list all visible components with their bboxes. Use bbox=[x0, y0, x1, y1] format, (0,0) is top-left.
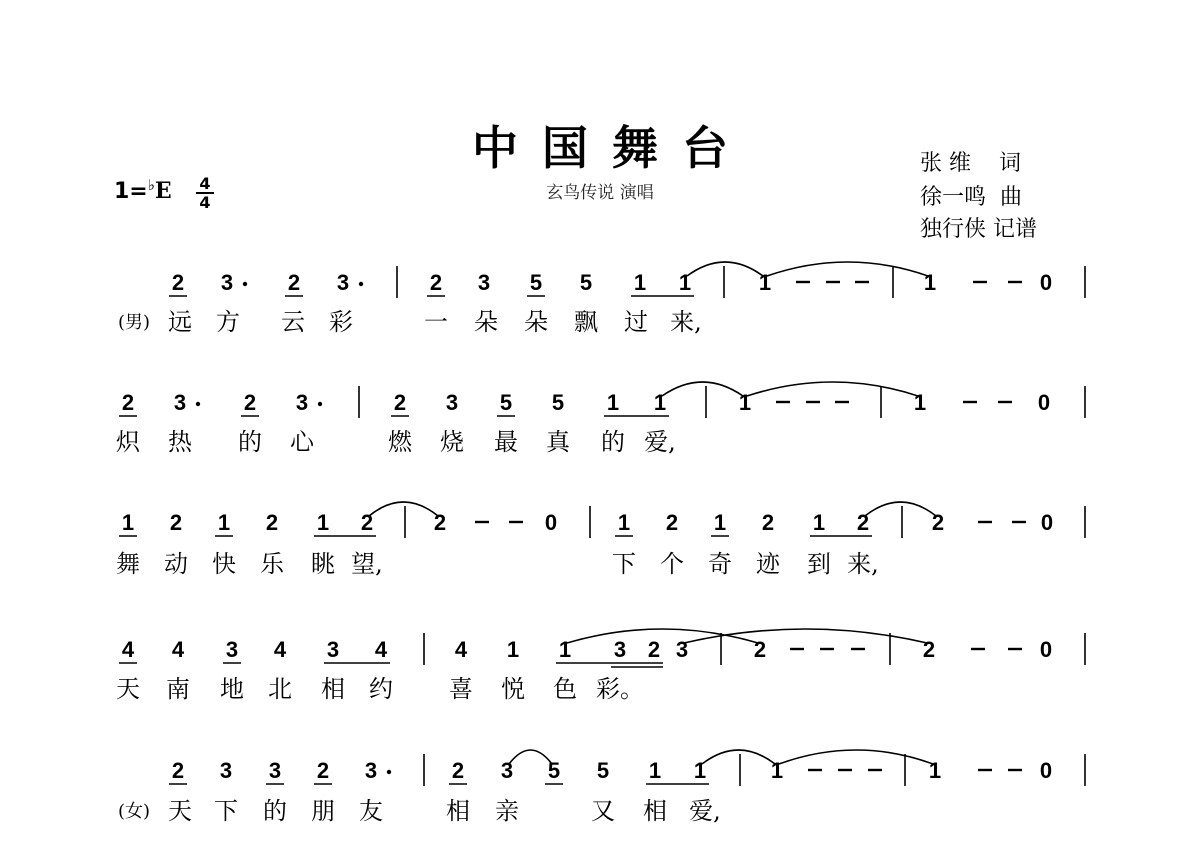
note: 0 bbox=[1039, 270, 1053, 295]
note: 2 bbox=[922, 637, 936, 662]
note: 1 bbox=[913, 390, 927, 415]
lyric-char: 下 bbox=[214, 797, 238, 825]
voice-tag: (男) bbox=[118, 312, 151, 333]
slur-arc bbox=[702, 750, 775, 764]
note: 2 bbox=[243, 390, 257, 415]
note: 3 bbox=[295, 390, 309, 415]
note: 2 bbox=[665, 510, 679, 535]
lyric-char: 眺 bbox=[311, 550, 335, 578]
note: 1 bbox=[217, 510, 231, 535]
score-line-3 bbox=[116, 502, 1085, 578]
note: 2 bbox=[761, 510, 775, 535]
lyric-char: 又 bbox=[591, 797, 615, 825]
lyric-char: 亲 bbox=[495, 797, 519, 825]
lyric-char: 彩 bbox=[329, 308, 353, 336]
note: 2 bbox=[169, 510, 183, 535]
slur-arc bbox=[509, 750, 552, 764]
note: 3 bbox=[220, 270, 234, 295]
dot bbox=[359, 282, 363, 286]
lyric-char: 彩。 bbox=[596, 675, 644, 703]
lyric-char: 烧 bbox=[440, 428, 464, 456]
lyric-char: 一 bbox=[424, 308, 448, 336]
score-line-5 bbox=[118, 750, 1085, 825]
note: 3 bbox=[477, 270, 491, 295]
lyric-char: 远 bbox=[168, 308, 192, 336]
note: 5 bbox=[596, 758, 610, 783]
lyric-char: 的 bbox=[238, 428, 262, 456]
note: 4 bbox=[171, 637, 185, 662]
performer-credit: 玄鸟传说 演唱 bbox=[546, 183, 654, 203]
note: 2 bbox=[360, 510, 374, 535]
note: 1 bbox=[316, 510, 330, 535]
lyric-char: 友 bbox=[359, 797, 383, 825]
slur-arc bbox=[865, 502, 936, 516]
lyric-char: 爱, bbox=[689, 797, 721, 825]
note: 1 bbox=[633, 270, 647, 295]
note: 2 bbox=[316, 758, 330, 783]
note: 3 bbox=[326, 637, 340, 662]
lyric-char: 朋 bbox=[311, 797, 335, 825]
lyric-char: 相 bbox=[321, 675, 345, 703]
note: 1 bbox=[738, 390, 752, 415]
slur-arc bbox=[687, 262, 763, 276]
note: 2 bbox=[753, 637, 767, 662]
slur-arc bbox=[369, 502, 438, 516]
note: 3 bbox=[500, 758, 514, 783]
lyric-char: 来, bbox=[670, 308, 702, 336]
lyric-char: 云 bbox=[281, 308, 305, 336]
note: 1 bbox=[923, 270, 937, 295]
lyric-char: 地 bbox=[220, 675, 244, 703]
note: 2 bbox=[451, 758, 465, 783]
transcriber-credit: 独行侠 记谱 bbox=[920, 217, 1037, 242]
note: 2 bbox=[171, 270, 185, 295]
note: 5 bbox=[547, 758, 561, 783]
note: 2 bbox=[287, 270, 301, 295]
lyric-char: 奇 bbox=[708, 550, 732, 578]
lyric-char: 最 bbox=[494, 428, 518, 456]
note: 0 bbox=[1040, 510, 1054, 535]
lyric-char: 爱, bbox=[644, 428, 676, 456]
note: 0 bbox=[1037, 390, 1051, 415]
note: 5 bbox=[529, 270, 543, 295]
note: 2 bbox=[265, 510, 279, 535]
note: 2 bbox=[931, 510, 945, 535]
slur-arc bbox=[779, 750, 933, 764]
lyric-char: 动 bbox=[164, 550, 188, 578]
note: 2 bbox=[429, 270, 443, 295]
note: 3 bbox=[613, 637, 627, 662]
lyric-char: 舞 bbox=[116, 550, 140, 578]
lyric-char: 悦 bbox=[501, 675, 525, 703]
song-title: 中国舞台 bbox=[472, 121, 752, 175]
lyric-char: 相 bbox=[643, 797, 667, 825]
note: 4 bbox=[121, 637, 135, 662]
score-line-2 bbox=[116, 382, 1085, 456]
lyric-char: 喜 bbox=[449, 675, 473, 703]
dot bbox=[387, 770, 391, 774]
lyric-char: 飘 bbox=[574, 308, 598, 336]
score-line-1 bbox=[118, 262, 1085, 336]
score-line-4 bbox=[116, 629, 1085, 703]
note: 1 bbox=[812, 510, 826, 535]
lyric-char: 望, bbox=[351, 550, 383, 578]
key-prefix: 1= bbox=[114, 179, 148, 204]
note: 4 bbox=[454, 637, 468, 662]
note: 2 bbox=[647, 637, 661, 662]
lyric-char: 乐 bbox=[260, 550, 284, 578]
dot bbox=[318, 402, 322, 406]
slur-arc bbox=[662, 382, 743, 396]
lyric-char: 下 bbox=[612, 550, 636, 578]
lyric-char: 色 bbox=[553, 675, 577, 703]
lyric-char: 真 bbox=[546, 428, 570, 456]
lyric-char: 的 bbox=[263, 797, 287, 825]
composer-credit: 徐一鸣 曲 bbox=[920, 185, 1022, 210]
lyric-char: 朵 bbox=[474, 308, 498, 336]
meter-bottom: 4 bbox=[199, 193, 211, 212]
lyric-char: 朵 bbox=[524, 308, 548, 336]
note: 0 bbox=[544, 510, 558, 535]
note: 3 bbox=[445, 390, 459, 415]
note: 1 bbox=[758, 270, 772, 295]
voice-tag: (女) bbox=[118, 801, 151, 822]
note: 1 bbox=[770, 758, 784, 783]
note: 1 bbox=[653, 390, 667, 415]
note: 1 bbox=[506, 637, 520, 662]
flat-symbol: ♭ bbox=[147, 176, 155, 194]
lyric-char: 到 bbox=[807, 550, 831, 578]
note: 1 bbox=[121, 510, 135, 535]
note: 3 bbox=[675, 637, 689, 662]
lyric-char: 迹 bbox=[756, 550, 780, 578]
lyric-char: 来, bbox=[847, 550, 879, 578]
note: 5 bbox=[551, 390, 565, 415]
lyric-char: 心 bbox=[290, 428, 314, 456]
note: 1 bbox=[713, 510, 727, 535]
lyric-char: 相 bbox=[446, 797, 470, 825]
note: 1 bbox=[678, 270, 692, 295]
note: 0 bbox=[1039, 758, 1053, 783]
note: 0 bbox=[1039, 637, 1053, 662]
note: 3 bbox=[225, 637, 239, 662]
lyric-char: 的 bbox=[601, 428, 625, 456]
note: 1 bbox=[606, 390, 620, 415]
note: 4 bbox=[374, 637, 388, 662]
note: 3 bbox=[173, 390, 187, 415]
lyricist-credit: 张 维 词 bbox=[920, 151, 1021, 176]
note: 1 bbox=[558, 637, 572, 662]
lyric-char: 燃 bbox=[388, 428, 412, 456]
meter-top: 4 bbox=[199, 174, 211, 193]
note: 2 bbox=[433, 510, 447, 535]
lyric-char: 天 bbox=[168, 797, 192, 825]
note: 1 bbox=[693, 758, 707, 783]
note: 2 bbox=[121, 390, 135, 415]
note: 1 bbox=[648, 758, 662, 783]
slur-arc bbox=[767, 262, 928, 276]
lyric-char: 快 bbox=[212, 550, 236, 578]
key-note: E bbox=[154, 178, 172, 204]
dot bbox=[243, 282, 247, 286]
note: 2 bbox=[856, 510, 870, 535]
lyric-char: 南 bbox=[166, 675, 190, 703]
lyric-char: 约 bbox=[369, 675, 393, 703]
lyric-char: 过 bbox=[624, 308, 648, 336]
lyric-char: 天 bbox=[116, 675, 140, 703]
note: 3 bbox=[219, 758, 233, 783]
slur-arc bbox=[567, 629, 758, 643]
lyric-char: 方 bbox=[216, 308, 240, 336]
lyric-char: 北 bbox=[268, 675, 292, 703]
slur-arc bbox=[747, 382, 918, 396]
note: 1 bbox=[617, 510, 631, 535]
lyric-char: 炽 bbox=[116, 428, 140, 456]
note: 3 bbox=[364, 758, 378, 783]
note: 2 bbox=[171, 758, 185, 783]
note: 5 bbox=[579, 270, 593, 295]
note: 2 bbox=[393, 390, 407, 415]
lyric-char: 热 bbox=[168, 428, 192, 456]
dot bbox=[196, 402, 200, 406]
note: 1 bbox=[928, 758, 942, 783]
note: 5 bbox=[499, 390, 513, 415]
lyric-char: 个 bbox=[660, 550, 684, 578]
note: 3 bbox=[268, 758, 282, 783]
note: 3 bbox=[336, 270, 350, 295]
note: 4 bbox=[273, 637, 287, 662]
